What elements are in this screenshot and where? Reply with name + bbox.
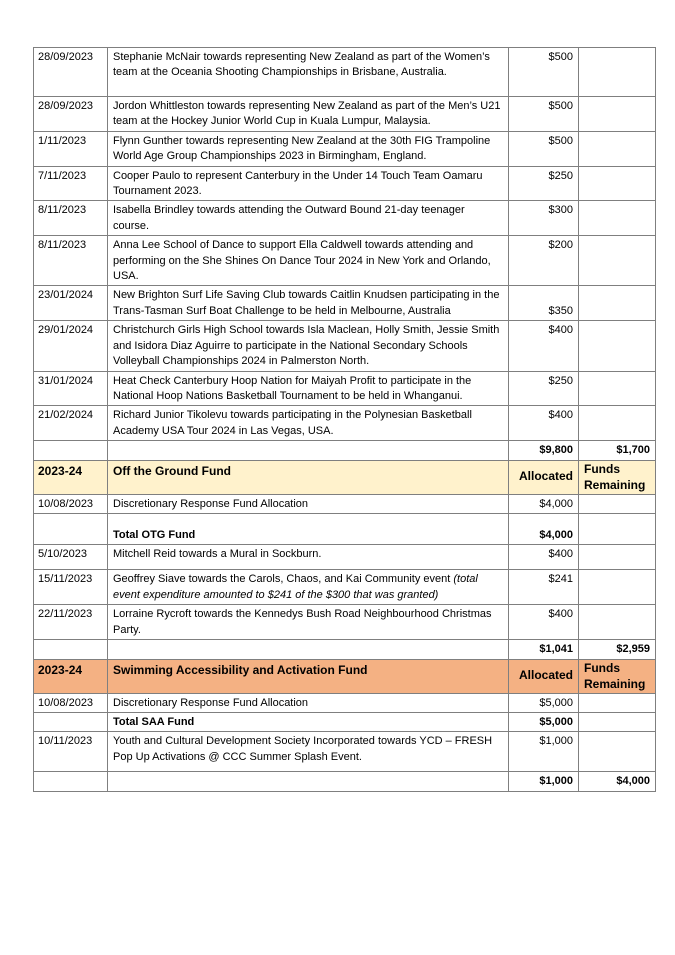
funds-remaining-heading: Funds Remaining [579,659,656,693]
funds-remaining-cell [579,236,656,286]
grant-description: Youth and Cultural Development Society Incorporated towards YCD – FRESH Pop Up Activations @ CCC Summer Splash Event. [108,732,509,772]
grant-amount: $400 [509,406,579,441]
grant-description: Mitchell Reid towards a Mural in Sockburn. [108,545,509,570]
section-header-otg [34,460,656,494]
table-row [34,48,656,97]
grant-description [108,570,509,605]
grant-description: Jordon Whittleston towards representing New Zealand as part of the Men’s U21 team at the Hockey Junior World Cup in Kuala Lumpur, Malaysia. [108,97,509,132]
funds-remaining-cell [579,570,656,605]
grant-description: Stephanie McNair towards representing New Zealand as part of the Women’s team at the Oceania Shooting Championships in Brisbane, Australia. [108,48,509,97]
table-row [34,545,656,570]
funds-remaining-cell [579,321,656,371]
section-title: Off the Ground Fund [108,460,509,494]
grant-date: 8/11/2023 [34,236,108,286]
grant-date: 10/08/2023 [34,693,108,712]
total-allocated: $9,800 [509,441,579,460]
grant-description: Lorraine Rycroft towards the Kennedys Bush Road Neighbourhood Christmas Party. [108,605,509,640]
allocated-heading: Allocated [509,659,579,693]
funds-remaining-cell [579,732,656,772]
grant-description: Cooper Paulo to represent Canterbury in the Under 14 Touch Team Oamaru Tournament 2023. [108,166,509,201]
table-row [34,131,656,166]
grant-description: Heat Check Canterbury Hoop Nation for Maiyah Profit to participate in the National Hoop Nations Basketball Tournament to be held in Whanganui. [108,371,509,406]
section-total-row [34,441,656,460]
grant-description: New Brighton Surf Life Saving Club towards Caitlin Knudsen participating in the Trans-Tasman Surf Boat Challenge to be held in Melbourne, Australia [108,286,509,321]
grant-date: 22/11/2023 [34,605,108,640]
allocated-heading: Allocated [509,460,579,494]
fund-total-row [34,513,656,544]
grant-amount: $5,000 [509,693,579,712]
grant-amount: $1,000 [509,732,579,772]
fund-total-amount: $5,000 [509,712,579,731]
grant-amount: $200 [509,236,579,286]
funds-remaining-cell [579,605,656,640]
table-row [34,371,656,406]
table-row [34,286,656,321]
grant-description: Isabella Brindley towards attending the Outward Bound 21-day teenager course. [108,201,509,236]
total-remaining: $2,959 [579,640,656,659]
fund-total-label: Total OTG Fund [108,513,509,544]
grants-table [33,47,656,792]
section-title: Swimming Accessibility and Activation Fund [108,659,509,693]
funds-remaining-cell [579,48,656,97]
section-total-row [34,772,656,791]
total-remaining: $1,700 [579,441,656,460]
funds-remaining-cell [579,406,656,441]
grant-description: Anna Lee School of Dance to support Ella Caldwell towards attending and performing on the She Shines On Dance Tour 2024 in New York and Orlando, USA. [108,236,509,286]
table-row [34,166,656,201]
grant-amount: $500 [509,48,579,97]
grant-description: Discretionary Response Fund Allocation [108,494,509,513]
grant-date: 15/11/2023 [34,570,108,605]
fund-total-amount: $4,000 [509,513,579,544]
funds-remaining-cell [579,693,656,712]
table-row [34,605,656,640]
fund-total-label: Total SAA Fund [108,712,509,731]
grant-description: Christchurch Girls High School towards Isla Maclean, Holly Smith, Jessie Smith and Isidora Diaz Aguirre to participate in the National Secondary Schools Volleyball Championships 2024 in Palmerston North. [108,321,509,371]
total-allocated: $1,041 [509,640,579,659]
grant-date: 8/11/2023 [34,201,108,236]
section-total-row [34,640,656,659]
section-year: 2023-24 [34,460,108,494]
table-row [34,201,656,236]
grant-date: 23/01/2024 [34,286,108,321]
grant-description-note: (total event expenditure amounted to $241 of the $300 that was granted) [113,573,478,601]
grant-date: 10/08/2023 [34,494,108,513]
table-row [34,693,656,712]
grant-date: 21/02/2024 [34,406,108,441]
grant-description: Discretionary Response Fund Allocation [108,693,509,712]
grant-date: 28/09/2023 [34,97,108,132]
section-year: 2023-24 [34,659,108,693]
grant-description: Richard Junior Tikolevu towards participating in the Polynesian Basketball Academy USA Tour 2024 in Las Vegas, USA. [108,406,509,441]
grant-amount: $500 [509,131,579,166]
funds-remaining-cell [579,131,656,166]
table-row [34,494,656,513]
table-row [34,732,656,772]
funds-remaining-cell [579,286,656,321]
funds-remaining-cell [579,494,656,513]
grant-date: 29/01/2024 [34,321,108,371]
grant-amount: $4,000 [509,494,579,513]
grant-amount: $500 [509,97,579,132]
grant-amount: $241 [509,570,579,605]
grant-description-main: Geoffrey Siave towards the Carols, Chaos, and Kai Community event [113,573,451,586]
table-row [34,236,656,286]
total-remaining: $4,000 [579,772,656,791]
funds-remaining-cell [579,545,656,570]
table-row [34,406,656,441]
grant-amount: $300 [509,201,579,236]
table-row [34,97,656,132]
funds-remaining-cell [579,201,656,236]
grant-date: 7/11/2023 [34,166,108,201]
section-header-saa [34,659,656,693]
funds-remaining-cell [579,166,656,201]
grant-amount: $250 [509,371,579,406]
funds-remaining-cell [579,371,656,406]
grant-amount: $400 [509,545,579,570]
grant-date: 5/10/2023 [34,545,108,570]
grant-amount: $400 [509,605,579,640]
grant-amount: $350 [509,286,579,321]
grant-date: 1/11/2023 [34,131,108,166]
grant-amount: $250 [509,166,579,201]
table-row [34,321,656,371]
grant-date: 28/09/2023 [34,48,108,97]
fund-total-row [34,712,656,731]
funds-remaining-cell [579,97,656,132]
grant-amount: $400 [509,321,579,371]
funds-remaining-heading: Funds Remaining [579,460,656,494]
grant-date: 31/01/2024 [34,371,108,406]
grant-description: Flynn Gunther towards representing New Zealand at the 30th FIG Trampoline World Age Group Championships 2023 in Birmingham, England. [108,131,509,166]
grant-date: 10/11/2023 [34,732,108,772]
total-allocated: $1,000 [509,772,579,791]
table-row [34,570,656,605]
